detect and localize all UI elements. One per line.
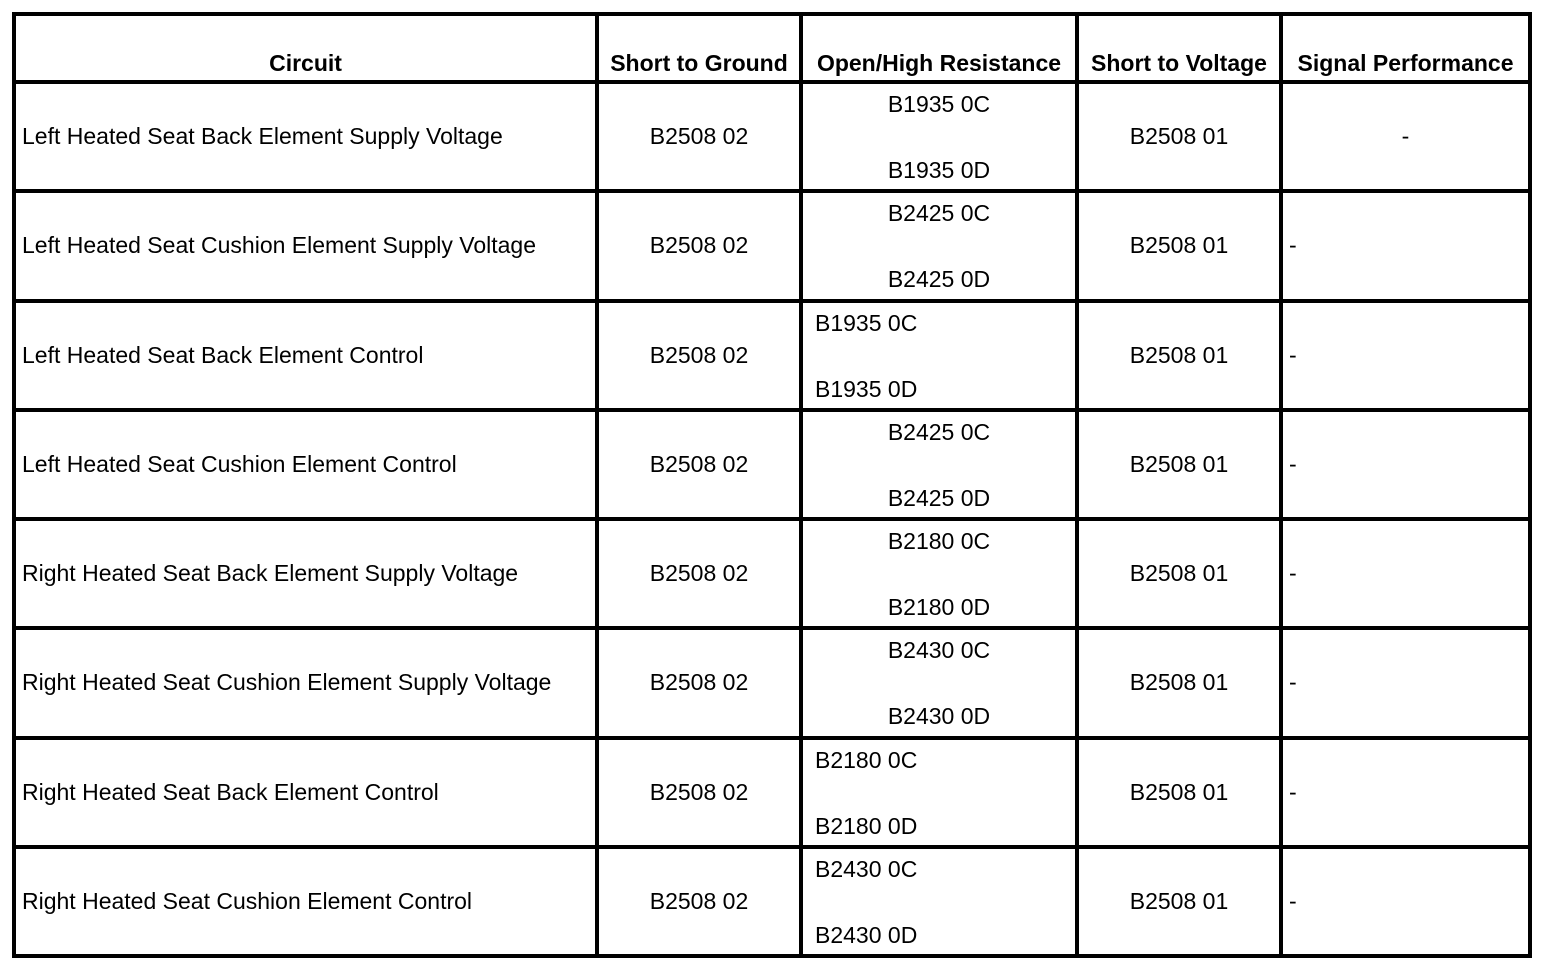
open-code: B2430 0D [887,703,991,730]
circuit-cell: Left Heated Seat Cushion Element Control [14,410,597,519]
circuit-cell: Right Heated Seat Back Element Supply Voltage [14,519,597,628]
open-high-resistance-cell [801,301,1077,410]
open-code-list [809,742,1069,843]
open-code: B2425 0D [887,484,991,511]
circuit-cell: Left Heated Seat Back Element Supply Voltage [14,82,597,191]
open-code: B2430 0C [887,637,991,664]
open-code-list [809,414,1069,515]
circuit-cell: Right Heated Seat Cushion Element Control [14,847,597,956]
open-high-resistance-cell [801,738,1077,847]
short-to-ground-cell: B2508 02 [597,738,801,847]
table-row [14,519,1530,628]
header-circuit: Circuit [14,14,597,82]
open-code: B2425 0D [887,266,991,293]
signal-performance-cell: - [1281,847,1530,956]
open-code-list [809,305,1069,406]
open-code-list [809,632,1069,733]
open-code: B2430 0D [815,921,918,948]
short-to-voltage-cell: B2508 01 [1077,82,1281,191]
header-short-to-voltage: Short to Voltage [1077,14,1281,82]
short-to-ground-cell: B2508 02 [597,82,801,191]
signal-performance-cell: - [1281,410,1530,519]
short-to-voltage-cell: B2508 01 [1077,628,1281,737]
short-to-voltage-cell: B2508 01 [1077,191,1281,300]
open-code: B1935 0C [887,91,991,118]
signal-performance-cell: - [1281,301,1530,410]
signal-performance-cell: - [1281,82,1530,191]
short-to-voltage-cell: B2508 01 [1077,738,1281,847]
signal-performance-cell: - [1281,191,1530,300]
short-to-voltage-cell: B2508 01 [1077,301,1281,410]
short-to-ground-cell: B2508 02 [597,410,801,519]
circuit-cell: Left Heated Seat Back Element Control [14,301,597,410]
table-row [14,82,1530,191]
open-high-resistance-cell [801,847,1077,956]
dtc-circuit-table [12,12,1532,958]
open-high-resistance-cell [801,82,1077,191]
open-code-list [809,523,1069,624]
short-to-voltage-cell: B2508 01 [1077,519,1281,628]
open-code-list [809,86,1069,187]
table-row [14,410,1530,519]
open-code: B2430 0C [815,855,918,882]
short-to-voltage-cell: B2508 01 [1077,410,1281,519]
short-to-ground-cell: B2508 02 [597,301,801,410]
table-row [14,301,1530,410]
short-to-ground-cell: B2508 02 [597,519,801,628]
short-to-ground-cell: B2508 02 [597,847,801,956]
open-high-resistance-cell [801,519,1077,628]
open-code: B1935 0D [815,375,918,402]
table-row [14,628,1530,737]
short-to-voltage-cell: B2508 01 [1077,847,1281,956]
table-row [14,191,1530,300]
signal-performance-cell: - [1281,519,1530,628]
open-code: B2180 0C [815,746,918,773]
open-code-list [809,195,1069,296]
open-code: B2180 0D [887,594,991,621]
table-header-row [14,14,1530,82]
header-signal-performance: Signal Performance [1281,14,1530,82]
open-code: B2425 0C [887,200,991,227]
open-code-list [809,851,1069,952]
header-open-high-resistance: Open/High Resistance [801,14,1077,82]
open-code: B1935 0C [815,309,918,336]
header-short-to-ground: Short to Ground [597,14,801,82]
circuit-cell: Right Heated Seat Back Element Control [14,738,597,847]
table-row [14,847,1530,956]
circuit-cell: Left Heated Seat Cushion Element Supply Voltage [14,191,597,300]
open-code: B2425 0C [887,418,991,445]
open-high-resistance-cell [801,628,1077,737]
short-to-ground-cell: B2508 02 [597,628,801,737]
open-code: B2180 0D [815,812,918,839]
signal-performance-cell: - [1281,738,1530,847]
short-to-ground-cell: B2508 02 [597,191,801,300]
signal-performance-cell: - [1281,628,1530,737]
open-high-resistance-cell [801,410,1077,519]
open-code: B2180 0C [887,528,991,555]
open-high-resistance-cell [801,191,1077,300]
circuit-cell: Right Heated Seat Cushion Element Supply Voltage [14,628,597,737]
table-row [14,738,1530,847]
open-code: B1935 0D [887,157,991,184]
